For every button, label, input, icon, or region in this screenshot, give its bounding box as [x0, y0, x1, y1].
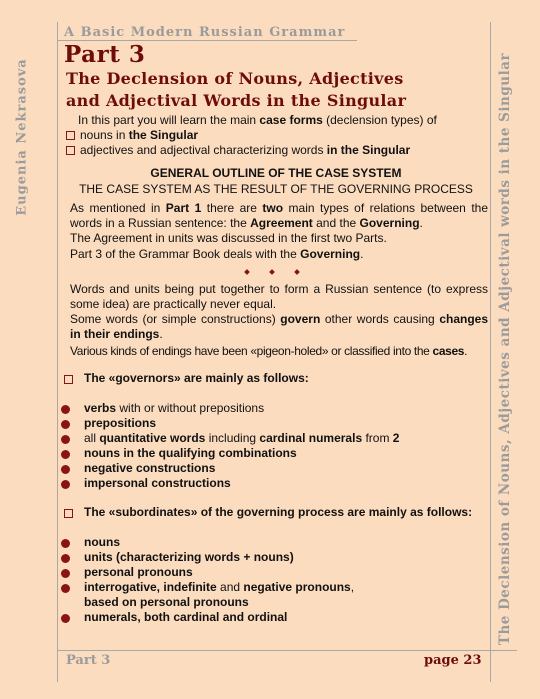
para1-line1: As mentioned in Part 1 there are two main types of relations between the: [70, 201, 488, 215]
para2-line5: Various kinds of endings have been «pigeon-holed» or classified into the cases.: [70, 344, 468, 358]
chapter-title: [66, 68, 406, 112]
para1-line2: words in a Russian sentence: the Agreement and the Governing.: [70, 216, 423, 230]
outline-heading: GENERAL OUTLINE OF THE CASE SYSTEM: [150, 166, 402, 180]
chapter-title-vertical: The Declension of Nouns, Adjectives and Adjectival words in the Singular: [497, 52, 513, 646]
subordinate-item: personal pronouns: [84, 565, 193, 579]
bullet-icon: [61, 405, 70, 414]
outline-subheading: THE CASE SYSTEM AS THE RESULT OF THE GOVERNING PROCESS: [79, 182, 473, 196]
separator-diamond: [244, 269, 250, 275]
checkbox-icon: [66, 131, 75, 140]
para2-line3: Some words (or simple constructions) govern other words causing changes: [70, 312, 488, 326]
subordinate-item-continuation: based on personal pronouns: [84, 595, 249, 609]
governor-item: nouns in the qualifying combinations: [84, 446, 297, 460]
checkbox-icon: [66, 146, 75, 155]
chapter-title-line2: and Adjectival Words in the Singular: [66, 91, 407, 110]
checkbox-icon: [64, 375, 73, 384]
para1-line3: The Agreement in units was discussed in the first two Parts.: [70, 231, 387, 245]
para1-line4: Part 3 of the Grammar Book deals with the Governing.: [70, 247, 364, 261]
para2-line1: Words and units being put together to form a Russian sentence (to express: [70, 282, 488, 296]
bullet-icon: [61, 465, 70, 474]
governors-heading: The «governors» are mainly as follows:: [84, 371, 309, 385]
intro-line: In this part you will learn the main case forms (declension types) of: [78, 113, 437, 127]
part-title: Part 3: [64, 41, 146, 68]
separator-diamond: [294, 269, 300, 275]
subordinate-item: numerals, both cardinal and ordinal: [84, 610, 288, 624]
book-title: A Basic Modern Russian Grammar: [64, 25, 346, 40]
governor-item: impersonal constructions: [84, 476, 231, 490]
author-sidebar: [6, 52, 38, 222]
bullet-icon: [61, 614, 70, 623]
author-name: Eugenia Nekrasova: [14, 58, 30, 216]
bullet-icon: [61, 539, 70, 548]
para2-line4: in their endings.: [70, 327, 163, 341]
checkbox-icon: [64, 509, 73, 518]
frame-line-left: [57, 22, 58, 682]
separator-diamond: [269, 269, 275, 275]
para2-line2: some idea) are practically never equal.: [70, 297, 277, 311]
chapter-sidebar: [492, 40, 518, 658]
governor-item: verbs with or without prepositions: [84, 401, 265, 415]
intro-item-nouns: nouns in the Singular: [80, 128, 199, 142]
subordinate-item: interrogative, indefinite and negative pronouns,: [84, 580, 355, 594]
bullet-icon: [61, 480, 70, 489]
governor-item: all quantitative words including cardinal numerals from 2: [84, 431, 400, 445]
intro-item-adjectives: adjectives and adjectival characterizing words in the Singular: [80, 143, 411, 157]
subordinate-item: nouns: [84, 535, 120, 549]
governor-item: negative constructions: [84, 461, 216, 475]
bullet-icon: [61, 584, 70, 593]
bullet-icon: [61, 420, 70, 429]
governor-item: prepositions: [84, 416, 157, 430]
frame-line-bottom: [57, 650, 517, 651]
frame-line-right: [490, 22, 491, 682]
bullet-icon: [61, 435, 70, 444]
bullet-icon: [61, 450, 70, 459]
subordinate-item: units (characterizing words + nouns): [84, 550, 294, 564]
footer-part-label: Part 3: [66, 653, 111, 668]
page-number: page 23: [424, 653, 482, 668]
bullet-icon: [61, 569, 70, 578]
chapter-title-line1: The Declension of Nouns, Adjectives: [66, 69, 404, 88]
bullet-icon: [61, 554, 70, 563]
subordinates-heading: The «subordinates» of the governing process are mainly as follows:: [84, 505, 473, 519]
